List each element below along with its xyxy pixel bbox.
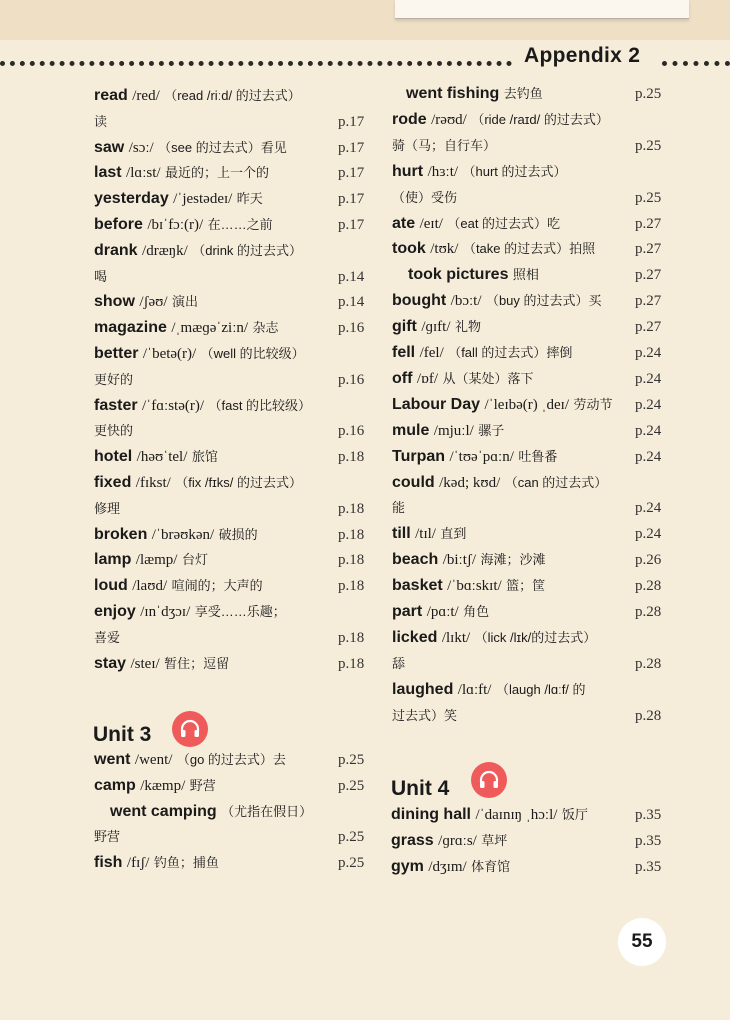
meaning: 体育馆 [471, 858, 511, 874]
unit3-title: Unit 3 [93, 723, 152, 746]
page-ref: p.17 [338, 139, 365, 156]
vocab-entry [391, 829, 507, 853]
meaning: （eat 的过去式）吃 [447, 215, 561, 231]
page-ref: p.28 [635, 707, 662, 724]
phonetic: /lɪkt/ [441, 629, 471, 646]
word: beach [392, 551, 439, 569]
word: basket [392, 577, 443, 595]
meaning: 角色 [463, 604, 490, 619]
vocab-entry [94, 136, 287, 160]
page-ref: p.14 [338, 268, 365, 285]
phonetic: /laʊd/ [132, 578, 168, 595]
page-ref: p.25 [635, 137, 662, 154]
vocab-entry [392, 289, 602, 313]
phonetic: /fel/ [419, 345, 444, 361]
meaning: （see 的过去式）看见 [158, 139, 287, 155]
page-ref: p.18 [338, 552, 365, 569]
phonetic: /sɔː/ [128, 139, 154, 156]
meaning: 杂志 [252, 320, 279, 336]
meaning: 更快的 [94, 423, 134, 439]
word: yesterday [94, 190, 169, 208]
vocab-entry [94, 445, 218, 469]
meaning: 野营 [189, 777, 216, 793]
phonetic: /pɑːt/ [426, 604, 459, 620]
vocab-entry [392, 652, 405, 676]
phonetic: /ˈfɑːstə(r)/ [142, 397, 205, 414]
word: gym [391, 857, 424, 875]
meaning: 吐鲁番 [518, 448, 558, 464]
page-ref: p.24 [635, 526, 662, 543]
page-ref: p.25 [338, 777, 365, 794]
word: loud [94, 577, 128, 595]
vocab-entry [94, 239, 302, 263]
word: gift [392, 318, 417, 336]
word: hurt [392, 162, 424, 180]
phonetic: /ˈbetə(r)/ [142, 346, 197, 362]
phonetic: /mjuːl/ [433, 422, 474, 439]
word: took [392, 240, 426, 258]
word: bought [392, 292, 447, 310]
vocab-entry [94, 316, 279, 340]
phonetic: /ˈbɑːskɪt/ [447, 578, 502, 595]
word: fish [94, 854, 123, 872]
vocab-entry [391, 855, 510, 879]
vocab-entry [94, 825, 120, 849]
word: show [94, 293, 135, 311]
meaning: （使）受伤 [392, 189, 458, 205]
meaning: 舔 [392, 655, 406, 671]
page-ref: p.27 [635, 241, 662, 258]
page-ref: p.28 [635, 655, 662, 672]
phonetic: /biːtʃ/ [442, 552, 477, 569]
page-ref: p.17 [338, 191, 365, 208]
meaning: 照相 [512, 267, 539, 283]
page-ref: p.35 [635, 807, 662, 823]
page-ref: p.24 [635, 345, 662, 361]
page-ref: p.27 [635, 319, 662, 336]
phonetic: /lɑːft/ [457, 681, 492, 698]
word: magazine [94, 319, 167, 337]
page-ref: p.18 [338, 526, 365, 543]
phonetic: /ʃəʊ/ [139, 294, 168, 311]
page-ref: p.25 [338, 829, 365, 846]
word: ate [392, 214, 416, 232]
word: mule [392, 421, 430, 439]
phonetic: /ˈdaɪnɪŋ ˌhɔːl/ [475, 807, 558, 823]
phonetic: /tɪl/ [415, 526, 436, 543]
meaning: 钓鱼；捕鱼 [153, 855, 219, 871]
vocab-entry [94, 110, 107, 134]
page-ref: p.18 [338, 629, 365, 646]
unit4-title: Unit 4 [391, 777, 450, 800]
page-ref: p.24 [635, 396, 662, 413]
word: faster [94, 396, 138, 414]
word: licked [392, 628, 438, 646]
vocab-entry [94, 574, 263, 598]
phonetic: /lɑːst/ [126, 165, 161, 182]
page-ref: p.18 [338, 578, 365, 595]
vocab-entry [94, 187, 263, 211]
meaning: 劳动节 [573, 396, 613, 412]
word: fixed [94, 474, 132, 491]
phonetic: /dʒɪm/ [428, 858, 467, 875]
phonetic: /rəʊd/ [431, 111, 467, 128]
page-ref: p.35 [635, 832, 662, 849]
phonetic: /ˈtʊəˈpɑːn/ [449, 448, 514, 465]
meaning: 演出 [172, 294, 199, 310]
word: Turpan [392, 447, 446, 465]
page-ref: p.18 [338, 449, 365, 466]
vocab-entry [392, 186, 457, 210]
unit3-headphones-icon[interactable] [172, 711, 208, 747]
phonetic: /ɡrɑːs/ [438, 832, 477, 849]
word: grass [391, 831, 434, 849]
meaning: 野营 [94, 829, 121, 845]
meaning: 直到 [440, 526, 467, 542]
phonetic: /ɡɪft/ [421, 319, 451, 336]
page-ref: p.27 [635, 293, 662, 310]
vocab-entry [94, 774, 216, 798]
phonetic: /bɪˈfɔː(r)/ [147, 217, 204, 233]
vocab-entry [392, 160, 567, 184]
vocab-entry [94, 497, 120, 521]
page-ref: p.28 [635, 578, 662, 595]
meaning: 能 [392, 500, 406, 516]
page-ref: p.24 [635, 422, 662, 439]
vocab-entry [392, 212, 560, 236]
phonetic: /ˈleɪbə(r) ˌdeɪ/ [484, 396, 570, 413]
vocab-entry [94, 471, 302, 495]
vocab-entry [94, 851, 219, 875]
page-ref: p.16 [338, 320, 365, 337]
meaning: （hurt 的过去式） [462, 163, 567, 179]
meaning: 饭厅 [561, 807, 588, 822]
page-ref: p.25 [338, 855, 365, 872]
page-ref: p.26 [635, 552, 662, 569]
vocab-entry [392, 108, 609, 132]
meaning: 昨天 [236, 191, 263, 207]
phonetic: /bɔːt/ [450, 293, 482, 310]
meaning: （尤指在假日） [221, 803, 313, 819]
vocab-entry [94, 600, 286, 624]
page-ref: p.25 [635, 86, 662, 102]
phonetic: /eɪt/ [419, 215, 443, 232]
vocab-entry [392, 419, 504, 443]
word: hotel [94, 448, 133, 466]
phonetic: /kəd; kʊd/ [439, 474, 501, 491]
meaning: 在……之前 [207, 217, 273, 232]
vocab-entry [94, 161, 269, 185]
meaning: （fix /fɪks/ 的过去式） [175, 475, 302, 490]
vocab-entry [392, 367, 534, 391]
page-ref: p.18 [338, 655, 365, 672]
header-divider-left [0, 61, 512, 66]
vocab-entry [392, 626, 596, 650]
phonetic: /ˈbrəʊkən/ [151, 526, 215, 543]
vocab-entry [392, 393, 612, 417]
meaning: （take 的过去式）拍照 [462, 241, 596, 257]
vocab-entry [94, 342, 305, 366]
meaning: 草坪 [481, 832, 508, 848]
page-ref: p.35 [635, 858, 662, 875]
vocab-entry [94, 84, 301, 108]
phonetic: /red/ [132, 88, 160, 104]
vocab-entry [94, 368, 133, 392]
word: went [94, 751, 131, 768]
word: dining hall [391, 806, 471, 823]
page-tab [395, 0, 689, 19]
meaning: 去钓鱼 [503, 86, 543, 101]
word: broken [94, 525, 148, 543]
vocab-entry [94, 626, 120, 650]
meaning: 骑（马；自行车） [392, 137, 497, 153]
meaning: （buy 的过去式）买 [485, 293, 602, 309]
meaning: 更好的 [94, 371, 134, 387]
meaning: 修理 [94, 500, 121, 516]
vocab-entry [392, 134, 496, 158]
vocab-entry [392, 522, 466, 546]
page-ref: p.24 [635, 500, 662, 517]
vocab-entry [392, 315, 481, 339]
page-number: 55 [618, 918, 666, 966]
vocab-entry [94, 265, 107, 289]
word: stay [94, 654, 127, 672]
meaning: （go 的过去式）去 [176, 752, 286, 767]
page-ref: p.16 [338, 371, 365, 388]
unit4-headphones-icon[interactable] [471, 762, 507, 798]
word: part [392, 603, 423, 620]
page-ref: p.16 [338, 423, 365, 440]
word: laughed [392, 680, 454, 698]
phonetic: /hɜːt/ [427, 163, 459, 180]
word: drank [94, 241, 138, 259]
meaning: 破损的 [218, 526, 258, 542]
meaning: 最近的；上一个的 [165, 165, 270, 181]
page-ref: p.24 [635, 448, 662, 465]
vocab-entry [392, 471, 607, 495]
appendix-title: Appendix 2 [524, 44, 641, 67]
phonetic: /ɪnˈdʒɔɪ/ [140, 604, 191, 620]
vocab-entry [94, 290, 198, 314]
meaning: （laugh /lɑːf/ 的 [495, 681, 586, 697]
phonetic: /ˌmæɡəˈziːn/ [171, 320, 249, 337]
vocab-entry [406, 82, 543, 106]
word: last [94, 164, 122, 182]
meaning: （read /riːd/ 的过去式） [164, 88, 301, 103]
phonetic: /ɒf/ [416, 370, 439, 387]
vocab-entry [94, 419, 133, 443]
meaning: 暂住；逗留 [164, 655, 230, 671]
vocab-entry [94, 652, 229, 676]
meaning: 台灯 [181, 552, 208, 568]
vocab-entry [94, 523, 258, 547]
vocab-entry [94, 213, 273, 237]
word: could [392, 473, 435, 491]
vocab-entry [408, 263, 539, 287]
word: better [94, 345, 139, 362]
page-ref: p.25 [635, 189, 662, 206]
meaning: （fall 的过去式）摔倒 [448, 345, 573, 360]
word: till [392, 525, 411, 543]
vocab-entry [392, 678, 586, 702]
vocab-entry [392, 548, 546, 572]
meaning: 篮；筐 [506, 578, 546, 594]
phonetic: /fɪkst/ [135, 475, 171, 491]
word: off [392, 369, 413, 387]
word: took pictures [408, 266, 509, 284]
vocab-entry [392, 237, 595, 261]
page-ref: p.25 [338, 752, 365, 768]
meaning: 过去式）笑 [392, 707, 458, 723]
word: fell [392, 344, 416, 361]
meaning: 从（某处）落下 [442, 370, 534, 386]
meaning: （well 的比较级） [200, 346, 305, 361]
meaning: （lick /lɪk/的过去式） [474, 629, 597, 645]
vocab-entry [392, 445, 557, 469]
page-ref: p.17 [338, 217, 365, 233]
vocab-entry [391, 803, 588, 827]
page-ref: p.14 [338, 294, 365, 311]
word: rode [392, 110, 427, 128]
word: Labour Day [392, 395, 481, 413]
vocab-entry [392, 704, 457, 728]
page-ref: p.27 [635, 267, 662, 284]
vocab-entry [94, 748, 286, 772]
word: read [94, 87, 128, 104]
meaning: 旅馆 [191, 449, 218, 465]
meaning: 读 [94, 113, 108, 129]
meaning: （ride /raɪd/ 的过去式） [471, 111, 609, 127]
meaning: （can 的过去式） [504, 474, 608, 490]
vocab-entry [392, 574, 545, 598]
page-ref: p.27 [635, 215, 662, 232]
phonetic: /həʊˈtel/ [136, 449, 188, 466]
phonetic: /kæmp/ [140, 777, 186, 794]
word: went fishing [406, 85, 500, 102]
vocab-entry [392, 600, 489, 624]
word: went camping [110, 802, 217, 820]
page-ref: p.17 [338, 113, 365, 130]
page-ref: p.28 [635, 604, 662, 620]
vocab-entry [94, 394, 311, 418]
page-ref: p.24 [635, 370, 662, 387]
phonetic: /steɪ/ [130, 655, 160, 672]
phonetic: /went/ [134, 752, 173, 768]
meaning: （fast 的比较级） [208, 397, 312, 413]
word: before [94, 216, 143, 233]
meaning: 骡子 [478, 422, 505, 438]
page-ref: p.18 [338, 500, 365, 517]
vocab-entry [110, 800, 312, 824]
vocab-entry [392, 496, 405, 520]
phonetic: /fɪʃ/ [126, 855, 150, 872]
word: camp [94, 776, 136, 794]
meaning: 海滩；沙滩 [480, 552, 546, 568]
vocab-entry [392, 341, 572, 365]
phonetic: /dræŋk/ [142, 242, 188, 259]
phonetic: /læmp/ [135, 552, 178, 569]
word: enjoy [94, 603, 136, 620]
header-divider-right [662, 61, 730, 66]
phonetic: /tʊk/ [430, 241, 459, 258]
meaning: 享受……乐趣； [194, 604, 286, 619]
meaning: 礼物 [454, 319, 481, 335]
vocab-entry [94, 548, 208, 572]
page-ref: p.17 [338, 165, 365, 182]
word: lamp [94, 551, 132, 569]
meaning: （drink 的过去式） [192, 242, 303, 258]
word: saw [94, 138, 125, 156]
meaning: 喧闹的；大声的 [171, 578, 263, 594]
meaning: 喜爱 [94, 629, 121, 645]
phonetic: /ˈjestədeɪ/ [173, 191, 233, 208]
meaning: 喝 [94, 268, 108, 284]
